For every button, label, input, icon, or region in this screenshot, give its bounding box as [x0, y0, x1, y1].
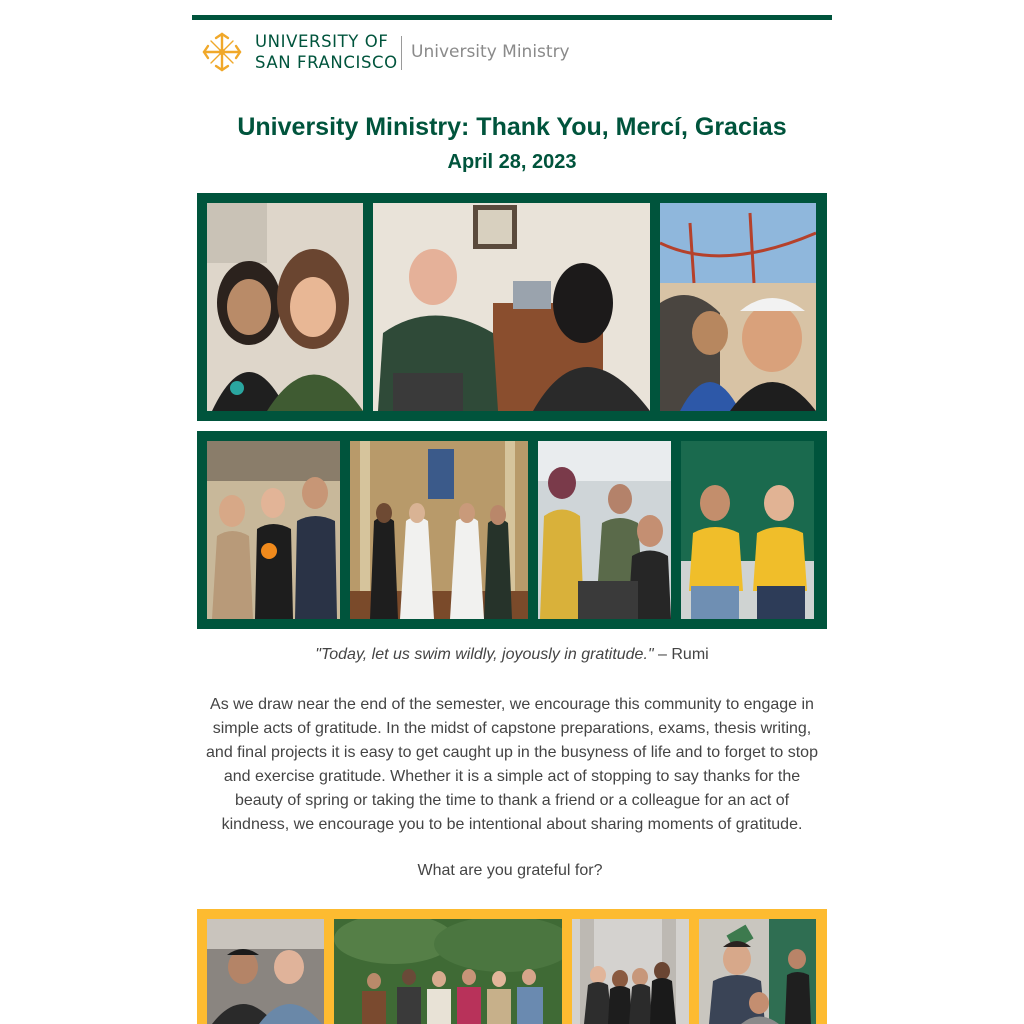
top-rule: [192, 15, 832, 20]
reception-pair-photo[interactable]: [699, 919, 816, 1024]
two-women-selfie-photo[interactable]: [207, 203, 363, 411]
quote-text: "Today, let us swim wildly, joyously in gratitude.": [315, 646, 654, 663]
university-name-line2: SAN FRANCISCO: [255, 53, 398, 72]
rumi-quote: [192, 646, 832, 664]
usf-ministry-logo[interactable]: [200, 30, 580, 76]
gratitude-question: What are you grateful for?: [417, 862, 603, 879]
body-paragraph: As we draw near the end of the semester, we encourage this community to engage in simple acts of gratitude. In the midst of capstone preparations, exams, thesis writing, and final projects it is easy to get caught up in the busyness of life and to forget to stop and exercise gratitude. Whether it is a simple act of stopping to say thanks for the beauty of spring or taking the time to thank a friend or a colleague for an act of kindness, we encourage you to be intentional about sharing moments of gratitude.: [206, 696, 818, 833]
group-with-oranges-photo[interactable]: [207, 441, 340, 619]
two-men-in-cafe-photo[interactable]: [207, 919, 324, 1024]
quote-author: – Rumi: [658, 646, 709, 663]
department-name: University Ministry: [411, 42, 570, 62]
golden-gate-beach-selfie-photo[interactable]: [660, 203, 816, 411]
students-in-cafe-photo[interactable]: [538, 441, 671, 619]
article-date: April 28, 2023: [447, 151, 577, 173]
photo-gallery-1: [197, 193, 827, 421]
photo-gallery-3: [197, 909, 827, 1024]
garden-group-photo[interactable]: [334, 919, 562, 1024]
photo-gallery-2: [197, 431, 827, 629]
chapel-group-in-robes-photo[interactable]: [350, 441, 528, 619]
man-at-desk-with-student-photo[interactable]: [373, 203, 650, 411]
group-in-courtyard-photo[interactable]: [572, 919, 689, 1024]
usf-cross-seal-icon: [200, 30, 244, 74]
university-name-line1: UNIVERSITY OF: [255, 32, 389, 51]
yellow-shirts-pair-photo[interactable]: [681, 441, 814, 619]
university-name: [255, 31, 398, 73]
email-newsletter: [192, 0, 832, 1024]
article-title: University Ministry: Thank You, Mercí, Gracias: [237, 113, 787, 141]
logo-divider: [401, 36, 402, 70]
